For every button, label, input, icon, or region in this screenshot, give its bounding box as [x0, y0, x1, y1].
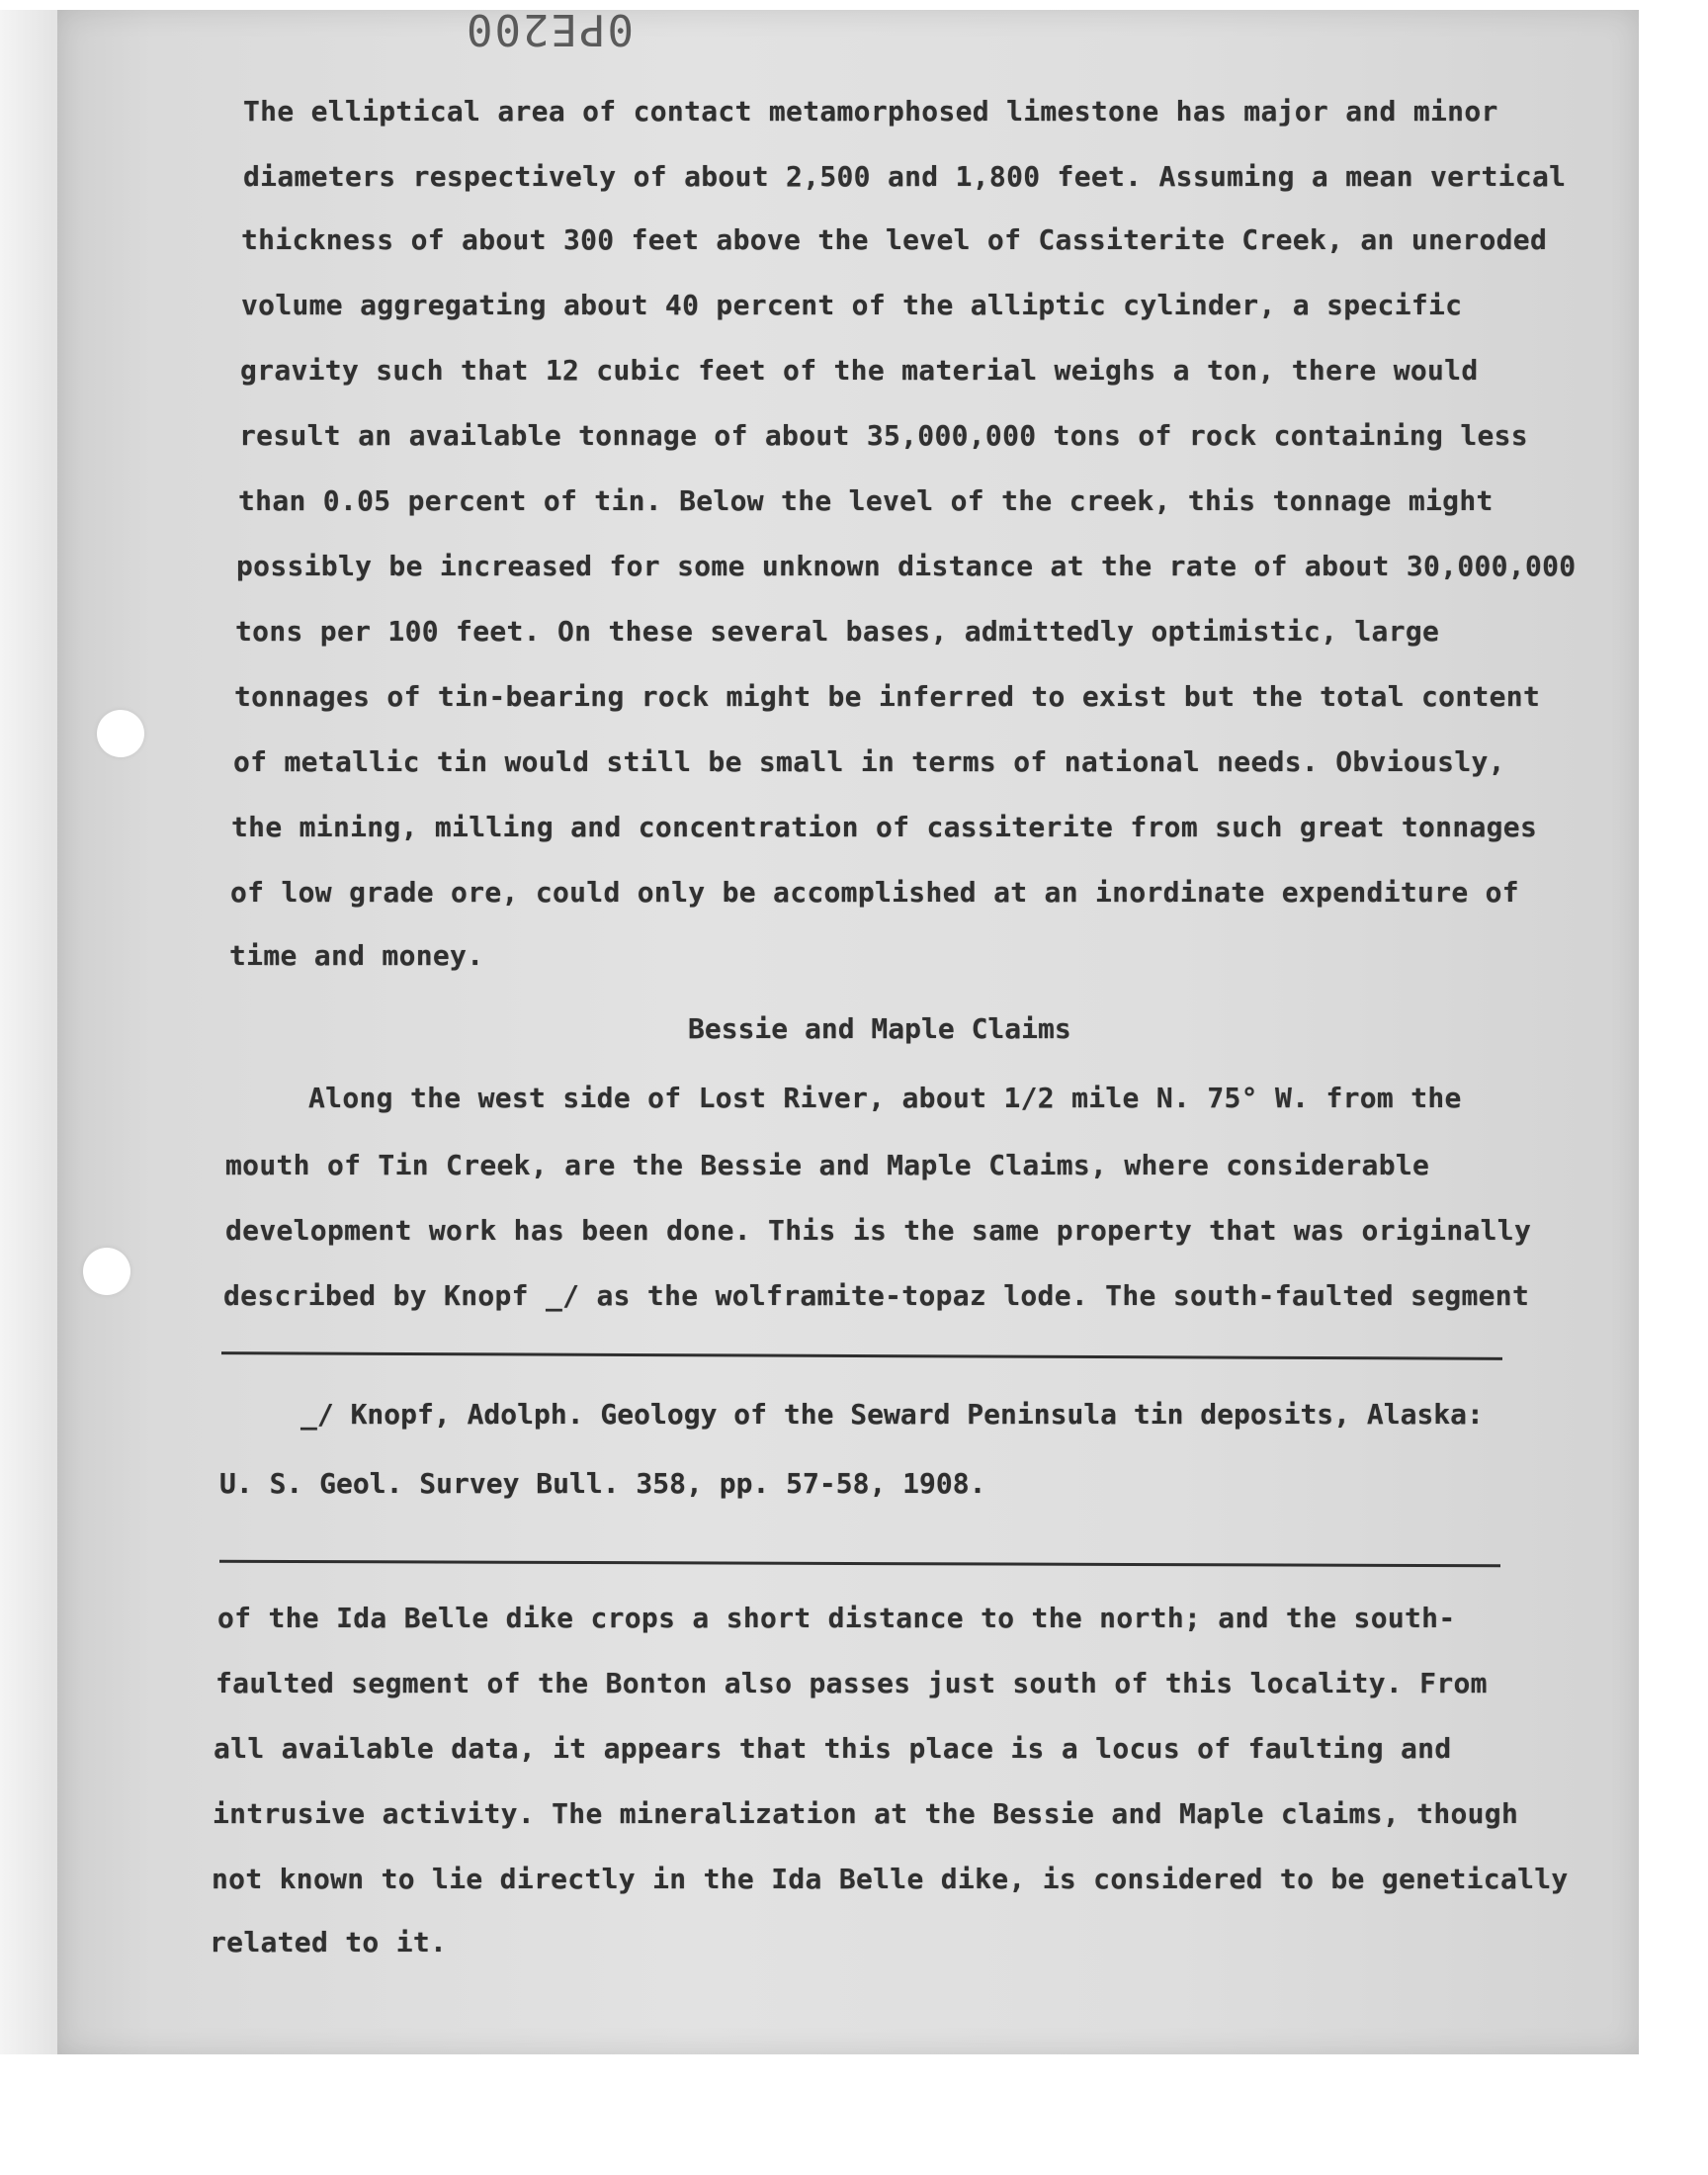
paragraph-line: of metallic tin would still be small in terms of national needs. Obviously, — [233, 745, 1505, 778]
paragraph-line: tons per 100 feet. On these several bases, admittedly optimistic, large — [235, 615, 1440, 648]
footnote-line: U. S. Geol. Survey Bull. 358, pp. 57-58, 1908. — [219, 1467, 986, 1500]
paragraph-line: possibly be increased for some unknown distance at the rate of about 30,000,000 — [236, 550, 1577, 582]
paragraph-line: mouth of Tin Creek, are the Bessie and Maple Claims, where considerable — [225, 1149, 1430, 1181]
paragraph-line: intrusive activity. The mineralization at the Bessie and Maple claims, though — [213, 1797, 1519, 1830]
document-number: 0PE200 — [465, 4, 634, 54]
paragraph-line: related to it. — [210, 1926, 448, 1958]
punch-hole — [97, 710, 144, 757]
paragraph-line: thickness of about 300 feet above the level of Cassiterite Creek, an uneroded — [241, 223, 1548, 256]
paragraph-line: than 0.05 percent of tin. Below the level of the creek, this tonnage might — [238, 484, 1494, 517]
footnote-line: _/ Knopf, Adolph. Geology of the Seward Peninsula tin deposits, Alaska: — [300, 1398, 1484, 1431]
scan-left-strip — [0, 10, 57, 2054]
paragraph-line: development work has been done. This is the same property that was originally — [225, 1214, 1532, 1247]
paragraph-line: not known to lie directly in the Ida Belle dike, is considered to be genetically — [212, 1863, 1569, 1895]
paragraph-line: described by Knopf _/ as the wolframite-topaz lode. The south-faulted segment — [223, 1279, 1530, 1312]
paragraph-line: volume aggregating about 40 percent of the alliptic cylinder, a specific — [241, 289, 1463, 321]
paragraph-line: The elliptical area of contact metamorphosed limestone has major and minor — [243, 95, 1498, 128]
paragraph-line: Along the west side of Lost River, about 1/2 mile N. 75° W. from the — [308, 1082, 1462, 1114]
section-heading: Bessie and Maple Claims — [688, 1012, 1071, 1045]
paragraph-line: diameters respectively of about 2,500 and 1,800 feet. Assuming a mean vertical — [243, 160, 1567, 193]
paragraph-line: tonnages of tin-bearing rock might be inferred to exist but the total content — [234, 680, 1541, 713]
paragraph-line: gravity such that 12 cubic feet of the material weighs a ton, there would — [240, 354, 1479, 387]
paragraph-line: faulted segment of the Bonton also passes just south of this locality. From — [215, 1667, 1488, 1699]
paragraph-line: time and money. — [229, 939, 484, 972]
paragraph-line: of low grade ore, could only be accomplished at an inordinate expenditure of — [230, 876, 1519, 909]
paragraph-line: of the Ida Belle dike crops a short distance to the north; and the south- — [217, 1602, 1456, 1634]
punch-hole — [83, 1248, 130, 1295]
paragraph-line: the mining, milling and concentration of cassiterite from such great tonnages — [231, 811, 1538, 843]
paragraph-line: result an available tonnage of about 35,000,000 tons of rock containing less — [239, 419, 1528, 452]
paragraph-line: all available data, it appears that this place is a locus of faulting and — [214, 1732, 1452, 1765]
